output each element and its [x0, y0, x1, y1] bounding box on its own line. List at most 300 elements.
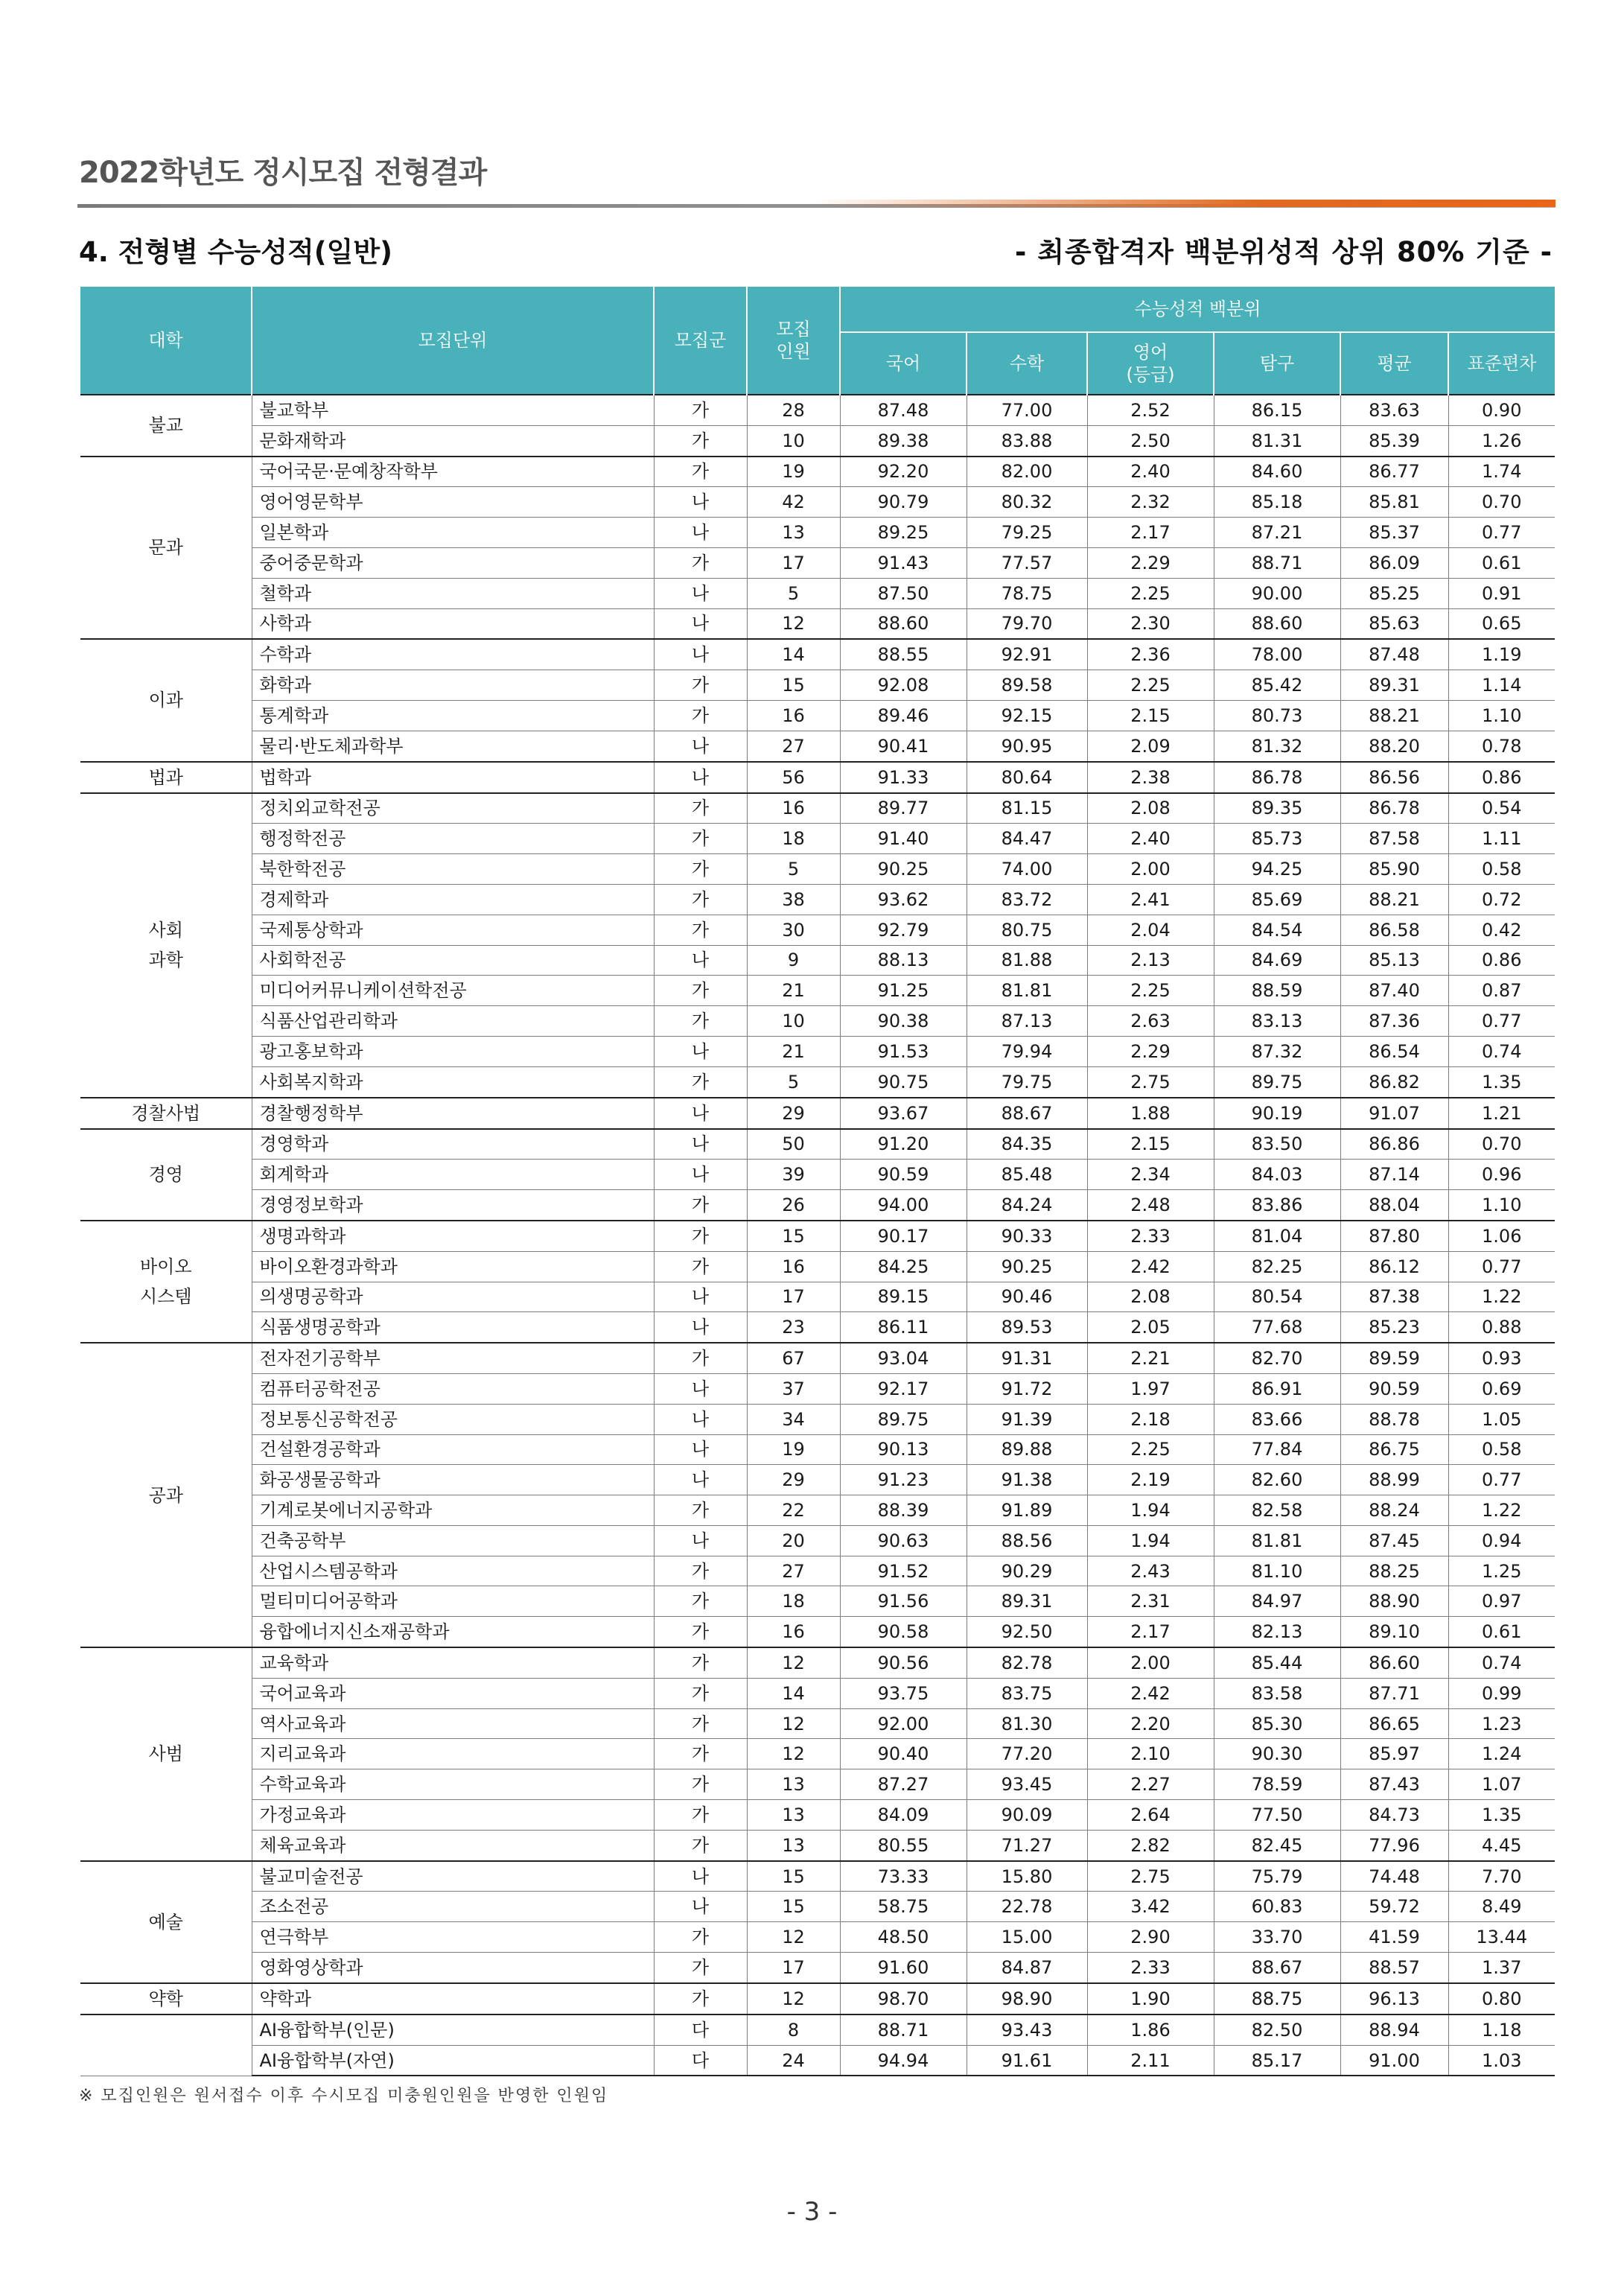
group-cell: 가: [654, 884, 747, 915]
dept-cell: 멀티미디어공학과: [252, 1586, 654, 1617]
english-cell: 2.40: [1087, 824, 1214, 854]
dept-cell: 경영정보학과: [252, 1190, 654, 1221]
header-math: 수학: [967, 332, 1087, 395]
english-cell: 2.32: [1087, 487, 1214, 518]
table-row: [80, 1617, 1555, 1647]
std-dev-cell: 1.18: [1448, 2014, 1555, 2045]
seats-cell: 20: [747, 1525, 840, 1556]
group-cell: 나: [654, 578, 747, 608]
korean-cell: 88.39: [840, 1495, 967, 1526]
group-cell: 가: [654, 1678, 747, 1708]
std-dev-cell: 1.05: [1448, 1404, 1555, 1434]
inquiry-cell: 88.75: [1214, 1983, 1340, 2014]
table-row: [80, 639, 1555, 670]
seats-cell: 17: [747, 1953, 840, 1983]
dept-cell: 법학과: [252, 762, 654, 793]
dept-cell: 의생명공학과: [252, 1282, 654, 1312]
group-cell: 나: [654, 608, 747, 639]
std-dev-cell: 1.35: [1448, 1066, 1555, 1097]
table-row: [80, 1678, 1555, 1708]
average-cell: 87.48: [1340, 639, 1448, 670]
average-cell: 85.25: [1340, 578, 1448, 608]
group-cell: 가: [654, 670, 747, 701]
seats-cell: 16: [747, 793, 840, 824]
seats-cell: 12: [747, 1647, 840, 1678]
inquiry-cell: 85.18: [1214, 487, 1340, 518]
seats-cell: 10: [747, 425, 840, 456]
inquiry-cell: 84.60: [1214, 457, 1340, 487]
table-row: [80, 547, 1555, 578]
english-cell: 2.17: [1087, 1617, 1214, 1647]
english-cell: 2.05: [1087, 1312, 1214, 1343]
average-cell: 86.82: [1340, 1066, 1448, 1097]
group-cell: 나: [654, 945, 747, 976]
table-row: [80, 1586, 1555, 1617]
english-cell: 3.42: [1087, 1892, 1214, 1922]
seats-cell: 19: [747, 457, 840, 487]
english-cell: 2.29: [1087, 547, 1214, 578]
korean-cell: 92.00: [840, 1708, 967, 1739]
dept-cell: 전자전기공학부: [252, 1343, 654, 1373]
korean-cell: 92.17: [840, 1373, 967, 1404]
math-cell: 88.56: [967, 1525, 1087, 1556]
std-dev-cell: 1.10: [1448, 700, 1555, 731]
group-cell: 가: [654, 1647, 747, 1678]
group-cell: 가: [654, 1251, 747, 1282]
dept-cell: 행정학전공: [252, 824, 654, 854]
group-cell: 나: [654, 1434, 747, 1465]
math-cell: 88.67: [967, 1098, 1087, 1129]
math-cell: 84.24: [967, 1190, 1087, 1221]
math-cell: 79.75: [967, 1066, 1087, 1097]
inquiry-cell: 82.70: [1214, 1343, 1340, 1373]
korean-cell: 91.53: [840, 1036, 967, 1066]
average-cell: 83.63: [1340, 395, 1448, 425]
average-cell: 87.40: [1340, 976, 1448, 1006]
english-cell: 2.18: [1087, 1404, 1214, 1434]
korean-cell: 90.13: [840, 1434, 967, 1465]
math-cell: 85.48: [967, 1160, 1087, 1190]
std-dev-cell: 0.70: [1448, 1129, 1555, 1160]
table-row: [80, 1708, 1555, 1739]
table-row: [80, 1251, 1555, 1282]
korean-cell: 87.50: [840, 578, 967, 608]
dept-cell: 가정교육과: [252, 1800, 654, 1831]
score-table: [80, 287, 1555, 2076]
math-cell: 91.72: [967, 1373, 1087, 1404]
seats-cell: 10: [747, 1006, 840, 1037]
inquiry-cell: 82.45: [1214, 1830, 1340, 1860]
math-cell: 91.61: [967, 2045, 1087, 2076]
seats-cell: 15: [747, 1861, 840, 1892]
english-cell: 2.25: [1087, 1434, 1214, 1465]
std-dev-cell: 0.61: [1448, 1617, 1555, 1647]
average-cell: 86.86: [1340, 1129, 1448, 1160]
group-cell: 나: [654, 518, 747, 548]
english-cell: 2.00: [1087, 1647, 1214, 1678]
english-cell: 2.42: [1087, 1251, 1214, 1282]
math-cell: 90.09: [967, 1800, 1087, 1831]
std-dev-cell: 1.10: [1448, 1190, 1555, 1221]
group-cell: 가: [654, 1343, 747, 1373]
dept-cell: 조소전공: [252, 1892, 654, 1922]
header-inquiry: 탐구: [1214, 332, 1340, 395]
inquiry-cell: 85.17: [1214, 2045, 1340, 2076]
math-cell: 83.75: [967, 1678, 1087, 1708]
dept-cell: 역사교육과: [252, 1708, 654, 1739]
std-dev-cell: 0.70: [1448, 487, 1555, 518]
seats-cell: 29: [747, 1098, 840, 1129]
seats-cell: 14: [747, 639, 840, 670]
inquiry-cell: 83.86: [1214, 1190, 1340, 1221]
math-cell: 80.32: [967, 487, 1087, 518]
table-row: [80, 395, 1555, 425]
group-cell: 나: [654, 1861, 747, 1892]
group-cell: 나: [654, 1160, 747, 1190]
english-cell: 1.94: [1087, 1495, 1214, 1526]
average-cell: 85.39: [1340, 425, 1448, 456]
dept-cell: 사회학전공: [252, 945, 654, 976]
korean-cell: 90.63: [840, 1525, 967, 1556]
std-dev-cell: 8.49: [1448, 1892, 1555, 1922]
dept-cell: 지리교육과: [252, 1739, 654, 1769]
dept-cell: 연극학부: [252, 1922, 654, 1953]
inquiry-cell: 82.60: [1214, 1465, 1340, 1495]
std-dev-cell: 0.91: [1448, 578, 1555, 608]
korean-cell: 90.75: [840, 1066, 967, 1097]
header-college: 대학: [80, 287, 252, 395]
average-cell: 87.58: [1340, 824, 1448, 854]
std-dev-cell: 0.69: [1448, 1373, 1555, 1404]
inquiry-cell: 81.81: [1214, 1525, 1340, 1556]
group-cell: 가: [654, 547, 747, 578]
math-cell: 90.46: [967, 1282, 1087, 1312]
average-cell: 85.37: [1340, 518, 1448, 548]
math-cell: 82.78: [967, 1647, 1087, 1678]
table-row: [80, 1800, 1555, 1831]
dept-cell: 컴퓨터공학전공: [252, 1373, 654, 1404]
dept-cell: 국어교육과: [252, 1678, 654, 1708]
inquiry-cell: 84.54: [1214, 915, 1340, 945]
average-cell: 91.07: [1340, 1098, 1448, 1129]
dept-cell: 불교학부: [252, 395, 654, 425]
table-row: [80, 1343, 1555, 1373]
std-dev-cell: 13.44: [1448, 1922, 1555, 1953]
korean-cell: 91.23: [840, 1465, 967, 1495]
group-cell: 가: [654, 1006, 747, 1037]
seats-cell: 18: [747, 824, 840, 854]
std-dev-cell: 7.70: [1448, 1861, 1555, 1892]
math-cell: 91.89: [967, 1495, 1087, 1526]
std-dev-cell: 1.74: [1448, 457, 1555, 487]
dept-cell: 미디어커뮤니케이션학전공: [252, 976, 654, 1006]
seats-cell: 5: [747, 578, 840, 608]
dept-cell: 식품생명공학과: [252, 1312, 654, 1343]
math-cell: 93.45: [967, 1769, 1087, 1800]
korean-cell: 94.94: [840, 2045, 967, 2076]
group-cell: 가: [654, 915, 747, 945]
seats-cell: 56: [747, 762, 840, 793]
std-dev-cell: 1.24: [1448, 1739, 1555, 1769]
average-cell: 88.99: [1340, 1465, 1448, 1495]
dept-cell: 경영학과: [252, 1129, 654, 1160]
math-cell: 83.88: [967, 425, 1087, 456]
group-cell: 나: [654, 1404, 747, 1434]
inquiry-cell: 85.44: [1214, 1647, 1340, 1678]
group-cell: 나: [654, 1892, 747, 1922]
math-cell: 93.43: [967, 2014, 1087, 2045]
table-row: [80, 1830, 1555, 1860]
math-cell: 84.35: [967, 1129, 1087, 1160]
seats-cell: 27: [747, 1556, 840, 1586]
inquiry-cell: 84.03: [1214, 1160, 1340, 1190]
std-dev-cell: 0.58: [1448, 1434, 1555, 1465]
korean-cell: 98.70: [840, 1983, 967, 2014]
header-score-group: 수능성적 백분위: [840, 287, 1555, 332]
group-cell: 가: [654, 1495, 747, 1526]
group-cell: 가: [654, 1922, 747, 1953]
korean-cell: 91.20: [840, 1129, 967, 1160]
group-cell: 나: [654, 1036, 747, 1066]
inquiry-cell: 83.58: [1214, 1678, 1340, 1708]
std-dev-cell: 0.93: [1448, 1343, 1555, 1373]
math-cell: 90.29: [967, 1556, 1087, 1586]
group-cell: 가: [654, 1190, 747, 1221]
english-cell: 2.09: [1087, 731, 1214, 761]
math-cell: 90.33: [967, 1221, 1087, 1251]
table-row: [80, 945, 1555, 976]
seats-cell: 13: [747, 1800, 840, 1831]
inquiry-cell: 87.21: [1214, 518, 1340, 548]
average-cell: 86.54: [1340, 1036, 1448, 1066]
average-cell: 74.48: [1340, 1861, 1448, 1892]
math-cell: 80.75: [967, 915, 1087, 945]
average-cell: 86.12: [1340, 1251, 1448, 1282]
korean-cell: 92.79: [840, 915, 967, 945]
college-cell: 법과: [80, 762, 252, 793]
table-row: [80, 518, 1555, 548]
math-cell: 81.81: [967, 976, 1087, 1006]
math-cell: 78.75: [967, 578, 1087, 608]
std-dev-cell: 1.23: [1448, 1708, 1555, 1739]
dept-cell: 건설환경공학과: [252, 1434, 654, 1465]
english-cell: 2.75: [1087, 1066, 1214, 1097]
group-cell: 가: [654, 1617, 747, 1647]
std-dev-cell: 1.26: [1448, 425, 1555, 456]
seats-cell: 16: [747, 1617, 840, 1647]
table-row: [80, 1861, 1555, 1892]
math-cell: 81.30: [967, 1708, 1087, 1739]
english-cell: 2.25: [1087, 976, 1214, 1006]
college-cell: 예술: [80, 1861, 252, 1983]
average-cell: 87.80: [1340, 1221, 1448, 1251]
math-cell: 91.39: [967, 1404, 1087, 1434]
english-cell: 2.40: [1087, 457, 1214, 487]
std-dev-cell: 1.03: [1448, 2045, 1555, 2076]
std-dev-cell: 0.77: [1448, 1465, 1555, 1495]
std-dev-cell: 0.96: [1448, 1160, 1555, 1190]
english-cell: 2.13: [1087, 945, 1214, 976]
dept-cell: AI융합학부(자연): [252, 2045, 654, 2076]
average-cell: 88.21: [1340, 700, 1448, 731]
average-cell: 87.36: [1340, 1006, 1448, 1037]
seats-cell: 21: [747, 1036, 840, 1066]
std-dev-cell: 1.35: [1448, 1800, 1555, 1831]
college-cell: 바이오 시스템: [80, 1221, 252, 1343]
dept-cell: 사회복지학과: [252, 1066, 654, 1097]
english-cell: 1.90: [1087, 1983, 1214, 2014]
page-number: - 3 -: [786, 2197, 838, 2227]
korean-cell: 88.71: [840, 2014, 967, 2045]
math-cell: 74.00: [967, 854, 1087, 885]
korean-cell: 90.38: [840, 1006, 967, 1037]
college-cell: 약학: [80, 1983, 252, 2014]
table-row: [80, 915, 1555, 945]
dept-cell: 영화영상학과: [252, 1953, 654, 1983]
std-dev-cell: 0.72: [1448, 884, 1555, 915]
college-cell: 사회 과학: [80, 793, 252, 1098]
english-cell: 2.34: [1087, 1160, 1214, 1190]
inquiry-cell: 75.79: [1214, 1861, 1340, 1892]
math-cell: 92.15: [967, 700, 1087, 731]
table-body: [80, 395, 1555, 2076]
english-cell: 2.29: [1087, 1036, 1214, 1066]
math-cell: 15.00: [967, 1922, 1087, 1953]
table-row: [80, 487, 1555, 518]
inquiry-cell: 87.32: [1214, 1036, 1340, 1066]
table-row: [80, 1892, 1555, 1922]
std-dev-cell: 1.11: [1448, 824, 1555, 854]
average-cell: 86.60: [1340, 1647, 1448, 1678]
seats-cell: 37: [747, 1373, 840, 1404]
korean-cell: 89.15: [840, 1282, 967, 1312]
seats-cell: 12: [747, 1739, 840, 1769]
inquiry-cell: 88.59: [1214, 976, 1340, 1006]
std-dev-cell: 1.06: [1448, 1221, 1555, 1251]
korean-cell: 84.25: [840, 1251, 967, 1282]
inquiry-cell: 90.00: [1214, 578, 1340, 608]
korean-cell: 80.55: [840, 1830, 967, 1860]
english-cell: 2.30: [1087, 608, 1214, 639]
table-row: [80, 731, 1555, 761]
korean-cell: 89.46: [840, 700, 967, 731]
korean-cell: 86.11: [840, 1312, 967, 1343]
group-cell: 나: [654, 762, 747, 793]
std-dev-cell: 0.65: [1448, 608, 1555, 639]
math-cell: 77.00: [967, 395, 1087, 425]
dept-cell: 물리·반도체과학부: [252, 731, 654, 761]
average-cell: 86.58: [1340, 915, 1448, 945]
math-cell: 89.31: [967, 1586, 1087, 1617]
korean-cell: 93.62: [840, 884, 967, 915]
seats-cell: 15: [747, 670, 840, 701]
seats-cell: 21: [747, 976, 840, 1006]
std-dev-cell: 0.77: [1448, 1251, 1555, 1282]
inquiry-cell: 85.69: [1214, 884, 1340, 915]
korean-cell: 89.75: [840, 1404, 967, 1434]
math-cell: 89.58: [967, 670, 1087, 701]
seats-cell: 39: [747, 1160, 840, 1190]
korean-cell: 90.17: [840, 1221, 967, 1251]
english-cell: 2.21: [1087, 1343, 1214, 1373]
inquiry-cell: 83.66: [1214, 1404, 1340, 1434]
english-cell: 2.52: [1087, 395, 1214, 425]
korean-cell: 91.33: [840, 762, 967, 793]
english-cell: 2.19: [1087, 1465, 1214, 1495]
group-cell: 가: [654, 1221, 747, 1251]
average-cell: 41.59: [1340, 1922, 1448, 1953]
korean-cell: 90.25: [840, 854, 967, 885]
inquiry-cell: 82.25: [1214, 1251, 1340, 1282]
table-row: [80, 1190, 1555, 1221]
average-cell: 85.81: [1340, 487, 1448, 518]
english-cell: 1.88: [1087, 1098, 1214, 1129]
math-cell: 91.31: [967, 1343, 1087, 1373]
korean-cell: 87.27: [840, 1769, 967, 1800]
average-cell: 88.90: [1340, 1586, 1448, 1617]
inquiry-cell: 94.25: [1214, 854, 1340, 885]
dept-cell: 국어국문·문예창작학부: [252, 457, 654, 487]
korean-cell: 91.25: [840, 976, 967, 1006]
header-english: 영어 (등급): [1087, 332, 1214, 395]
group-cell: 가: [654, 1556, 747, 1586]
group-cell: 가: [654, 1708, 747, 1739]
group-cell: 다: [654, 2045, 747, 2076]
korean-cell: 91.60: [840, 1953, 967, 1983]
dept-cell: 바이오환경과학과: [252, 1251, 654, 1282]
std-dev-cell: 0.94: [1448, 1525, 1555, 1556]
english-cell: 2.33: [1087, 1221, 1214, 1251]
dept-cell: 기계로봇에너지공학과: [252, 1495, 654, 1526]
english-cell: 2.15: [1087, 1129, 1214, 1160]
seats-cell: 27: [747, 731, 840, 761]
seats-cell: 16: [747, 700, 840, 731]
dept-cell: 회계학과: [252, 1160, 654, 1190]
table-row: [80, 1160, 1555, 1190]
dept-cell: 중어중문학과: [252, 547, 654, 578]
college-cell: 공과: [80, 1343, 252, 1647]
seats-cell: 15: [747, 1892, 840, 1922]
std-dev-cell: 0.42: [1448, 915, 1555, 945]
math-cell: 92.50: [967, 1617, 1087, 1647]
college-cell: 이과: [80, 639, 252, 761]
table-row: [80, 1373, 1555, 1404]
average-cell: 86.56: [1340, 762, 1448, 793]
table-row: [80, 1953, 1555, 1983]
dept-cell: AI융합학부(인문): [252, 2014, 654, 2045]
english-cell: 2.63: [1087, 1006, 1214, 1037]
group-cell: 나: [654, 731, 747, 761]
header-seats: 모집 인원: [747, 287, 840, 395]
dept-cell: 통계학과: [252, 700, 654, 731]
english-cell: 2.64: [1087, 1800, 1214, 1831]
dept-cell: 북한학전공: [252, 854, 654, 885]
dept-cell: 정보통신공학전공: [252, 1404, 654, 1434]
seats-cell: 26: [747, 1190, 840, 1221]
std-dev-cell: 0.58: [1448, 854, 1555, 885]
college-cell: [80, 2014, 252, 2076]
average-cell: 85.90: [1340, 854, 1448, 885]
english-cell: 2.75: [1087, 1861, 1214, 1892]
korean-cell: 58.75: [840, 1892, 967, 1922]
english-cell: 2.20: [1087, 1708, 1214, 1739]
inquiry-cell: 78.59: [1214, 1769, 1340, 1800]
table-row: [80, 578, 1555, 608]
table-row: [80, 1495, 1555, 1526]
college-cell: 경찰사법: [80, 1098, 252, 1129]
table-row: [80, 793, 1555, 824]
inquiry-cell: 77.50: [1214, 1800, 1340, 1831]
